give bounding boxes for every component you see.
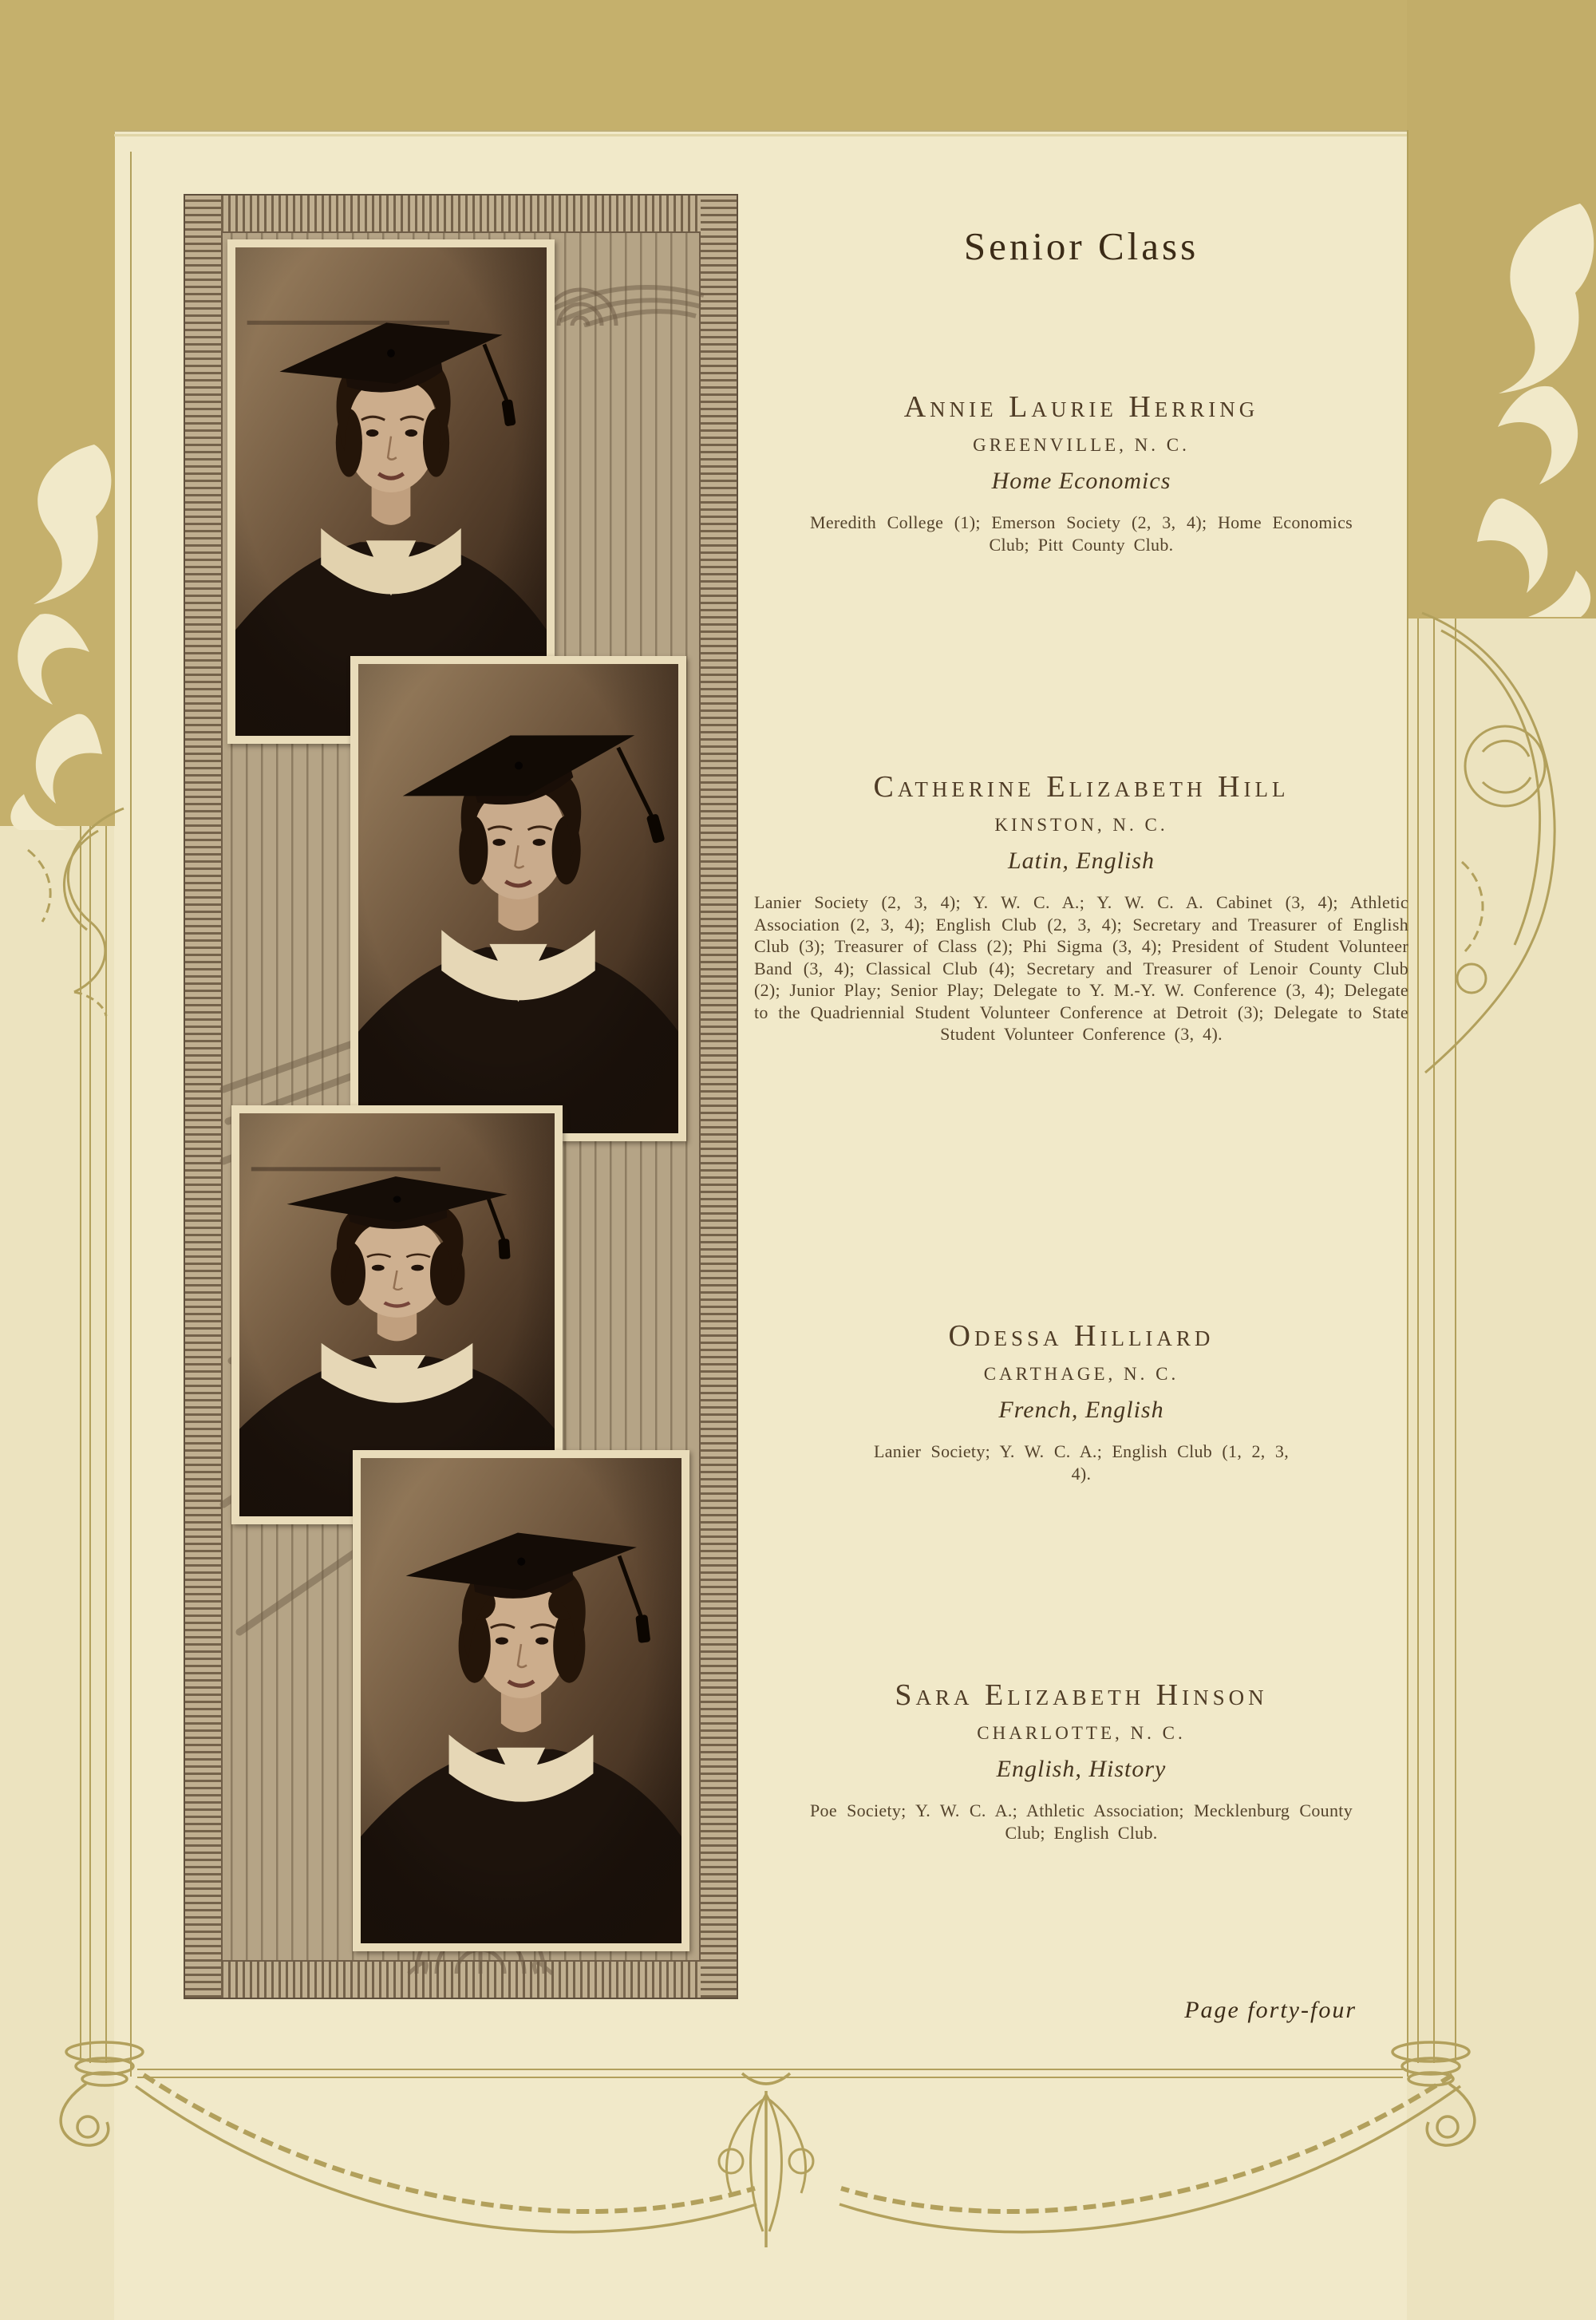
student-name: Sara Elizabeth Hinson	[895, 1678, 1268, 1712]
left-column-line-3	[105, 826, 107, 2063]
student-activities: Lanier Society (2, 3, 4); Y. W. C. A.; Y. W. C. A. Cabinet (3, 4); Athletic Association (2, 3, 4); English Club (2, 3, 4); Secretary and Treasurer of English Club (3); Treasurer of Class (2); Phi Sigma (3, 4); President of Student Volunteer Band (3, 4); Classical Club (4); Secretary and Treasurer of Lenoir County Club (2); Junior Play; Senior Play; Delegate to Y. M.-Y. W. Conference (3, 4); Delegate to the Quadriennial Student Volunteer Conference at Detroit (3); Delegate to State Student Volunteer Conference (3, 4).	[754, 892, 1408, 1044]
text-column	[754, 0, 1408, 2320]
photo-strip	[184, 194, 738, 1999]
student-entry-1	[754, 389, 1408, 555]
student-location: CARTHAGE, N. C.	[983, 1364, 1179, 1384]
graduate-portrait-4	[353, 1450, 689, 1951]
student-location: GREENVILLE, N. C.	[973, 435, 1190, 455]
graduate-portrait-2	[350, 656, 686, 1141]
student-activities: Lanier Society; Y. W. C. A.; English Club (1, 2, 3, 4).	[874, 1441, 1289, 1484]
student-entry-2	[754, 769, 1408, 1045]
strip-border-bottom	[185, 1962, 737, 1998]
strip-border-left	[185, 196, 221, 1998]
background-left-band	[0, 0, 115, 826]
student-name: Odessa Hilliard	[948, 1319, 1215, 1353]
student-activities: Meredith College (1); Emerson Society (2, 3, 4); Home Economics Club; Pitt County Club.	[810, 512, 1353, 555]
student-entry-4	[754, 1678, 1408, 1844]
student-major: Latin, English	[1007, 848, 1156, 874]
student-name: Annie Laurie Herring	[903, 390, 1259, 424]
page-number: Page forty-four	[1184, 1997, 1357, 2023]
right-column-line-2	[1417, 619, 1419, 2063]
student-major: French, English	[998, 1397, 1164, 1423]
left-column-line-2	[89, 826, 91, 2063]
student-major: Home Economics	[991, 468, 1171, 494]
right-column-line-3	[1433, 619, 1435, 2063]
strip-border-top	[185, 196, 737, 231]
strip-border-right	[701, 196, 737, 1998]
student-name: Catherine Elizabeth Hill	[873, 770, 1290, 804]
student-entry-3	[754, 1318, 1408, 1484]
inner-frame-left-line	[130, 152, 132, 2077]
graduate-portrait-photo	[358, 664, 678, 1133]
graduate-portrait-photo	[361, 1458, 681, 1943]
right-column-line-4	[1455, 619, 1456, 2063]
background-right-band	[1407, 0, 1596, 619]
left-column-line-1	[80, 826, 81, 2063]
student-major: English, History	[996, 1756, 1167, 1782]
outlined-rose-ornament-right	[1409, 607, 1596, 1077]
student-location: KINSTON, N. C.	[994, 815, 1168, 835]
page-title: Senior Class	[963, 224, 1199, 268]
student-location: CHARLOTTE, N. C.	[977, 1723, 1186, 1743]
student-activities: Poe Society; Y. W. C. A.; Athletic Association; Mecklenburg County Club; English Club.	[810, 1800, 1353, 1843]
